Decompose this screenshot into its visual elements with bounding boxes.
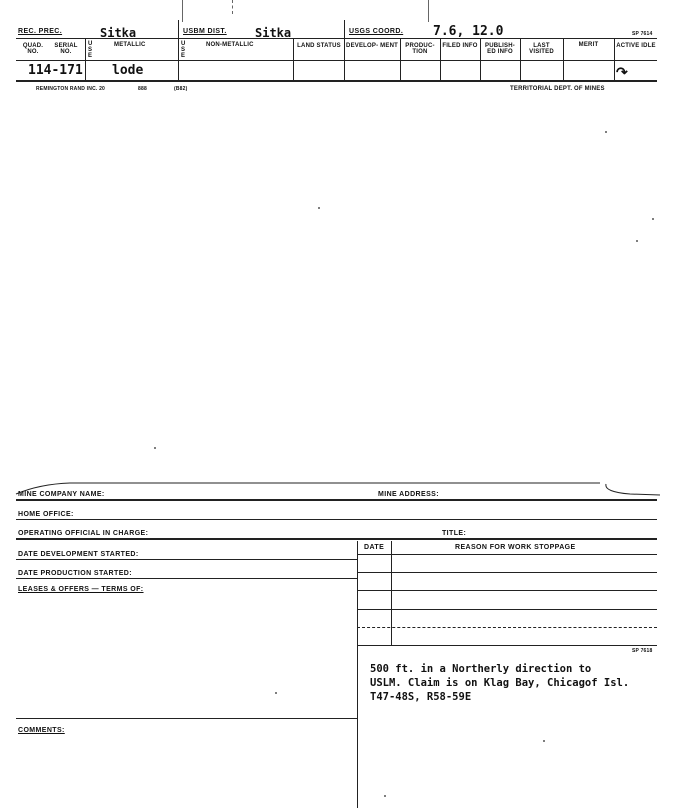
center-divider bbox=[357, 541, 358, 808]
use-mark-metallic: USE bbox=[88, 41, 93, 59]
col-divider bbox=[293, 38, 294, 80]
col-divider bbox=[85, 38, 86, 80]
development-header: DEVELOP- MENT bbox=[346, 43, 398, 49]
col-divider bbox=[400, 38, 401, 80]
rule-comments bbox=[16, 718, 357, 719]
col-divider bbox=[614, 38, 615, 80]
footer-mid1: 888 bbox=[138, 86, 147, 92]
date-col-label: DATE bbox=[364, 544, 385, 551]
stoppage-row-rule bbox=[357, 572, 657, 573]
form-code-top: SP 7614 bbox=[632, 31, 653, 37]
stoppage-row-rule bbox=[357, 627, 657, 628]
footer-mid2: (B82) bbox=[174, 86, 188, 92]
rule-date-development bbox=[16, 559, 357, 560]
rule-date-production bbox=[16, 578, 357, 579]
col-divider bbox=[480, 38, 481, 80]
rule-official bbox=[16, 538, 657, 540]
header-bottom-rule bbox=[16, 60, 657, 61]
top-tick-right bbox=[428, 0, 429, 22]
metallic-value: lode bbox=[112, 63, 144, 78]
col-divider bbox=[520, 38, 521, 80]
leases-label: LEASES & OFFERS — TERMS OF: bbox=[18, 586, 144, 593]
comments-label: COMMENTS: bbox=[18, 727, 65, 734]
usgs-coord-label: USGS COORD. bbox=[349, 28, 404, 35]
usbm-dist-value: Sitka bbox=[255, 26, 292, 40]
date-development-label: DATE DEVELOPMENT STARTED: bbox=[18, 551, 139, 558]
scan-speck bbox=[154, 447, 156, 449]
filed-info-header: FILED INFO bbox=[442, 43, 478, 49]
stoppage-row-rule bbox=[357, 554, 657, 555]
scan-speck bbox=[636, 240, 638, 242]
home-office-label: HOME OFFICE: bbox=[18, 511, 74, 518]
operating-official-label: OPERATING OFFICIAL IN CHARGE: bbox=[18, 530, 149, 537]
footer-left: REMINGTON RAND INC. 20 bbox=[36, 86, 106, 92]
rule-company bbox=[16, 499, 657, 501]
stoppage-row-rule bbox=[357, 609, 657, 610]
stoppage-row-rule bbox=[357, 590, 657, 591]
scan-speck bbox=[318, 207, 320, 209]
col-divider bbox=[563, 38, 564, 80]
production-header: PRODUC- TION bbox=[405, 43, 435, 55]
rule-home-office bbox=[16, 519, 657, 520]
usgs-coord-value: 7.6, 12.0 bbox=[433, 24, 504, 39]
col-divider bbox=[440, 38, 441, 80]
scan-speck bbox=[652, 218, 654, 220]
serial-no-header: SERIAL NO. bbox=[54, 43, 78, 55]
scan-speck bbox=[605, 131, 607, 133]
last-visited-header: LAST VISITED bbox=[529, 43, 554, 55]
stoppage-row-rule bbox=[357, 645, 657, 646]
col-divider bbox=[178, 20, 179, 80]
non-metallic-header: NON-METALLIC bbox=[206, 42, 254, 48]
footer-right: TERRITORIAL DEPT. OF MINES bbox=[510, 86, 605, 92]
reason-col-label: REASON FOR WORK STOPPAGE bbox=[455, 544, 576, 551]
use-mark-non-metallic: USE bbox=[181, 41, 186, 59]
active-mark-icon: ↷ bbox=[616, 64, 628, 80]
rec-prec-value: Sitka bbox=[100, 26, 137, 40]
usbm-dist-label: USBM DIST. bbox=[183, 28, 227, 35]
scan-speck bbox=[543, 740, 545, 742]
scan-speck bbox=[384, 795, 386, 797]
mine-address-label: MINE ADDRESS: bbox=[378, 491, 439, 498]
active-idle-header: ACTIVE IDLE bbox=[616, 43, 656, 49]
mine-company-name-label: MINE COMPANY NAME: bbox=[18, 491, 105, 498]
form-code-bottom: SP 7618 bbox=[632, 648, 653, 654]
quad-no-header: QUAD. NO. bbox=[22, 43, 44, 55]
scan-speck bbox=[275, 692, 277, 694]
land-status-header: LAND STATUS bbox=[297, 43, 341, 49]
rec-prec-label: REC. PREC. bbox=[18, 28, 63, 35]
metallic-header: METALLIC bbox=[114, 42, 146, 48]
location-remarks: 500 ft. in a Northerly direction to USLM. Claim is on Klag Bay, Chicagof Isl. T47-48S, R58-59E bbox=[370, 663, 630, 703]
top-tick-mid bbox=[232, 0, 233, 14]
date-production-label: DATE PRODUCTION STARTED: bbox=[18, 570, 132, 577]
published-info-header: PUBLISH- ED INFO bbox=[485, 43, 515, 55]
date-col-divider bbox=[391, 541, 392, 645]
quad-serial-value: 114-171 bbox=[28, 63, 83, 78]
title-label: TITLE: bbox=[442, 530, 467, 537]
merit-header: MERIT bbox=[578, 42, 599, 48]
top-tick-left bbox=[182, 0, 183, 22]
row-bottom-rule bbox=[16, 80, 657, 82]
col-divider bbox=[344, 20, 345, 80]
